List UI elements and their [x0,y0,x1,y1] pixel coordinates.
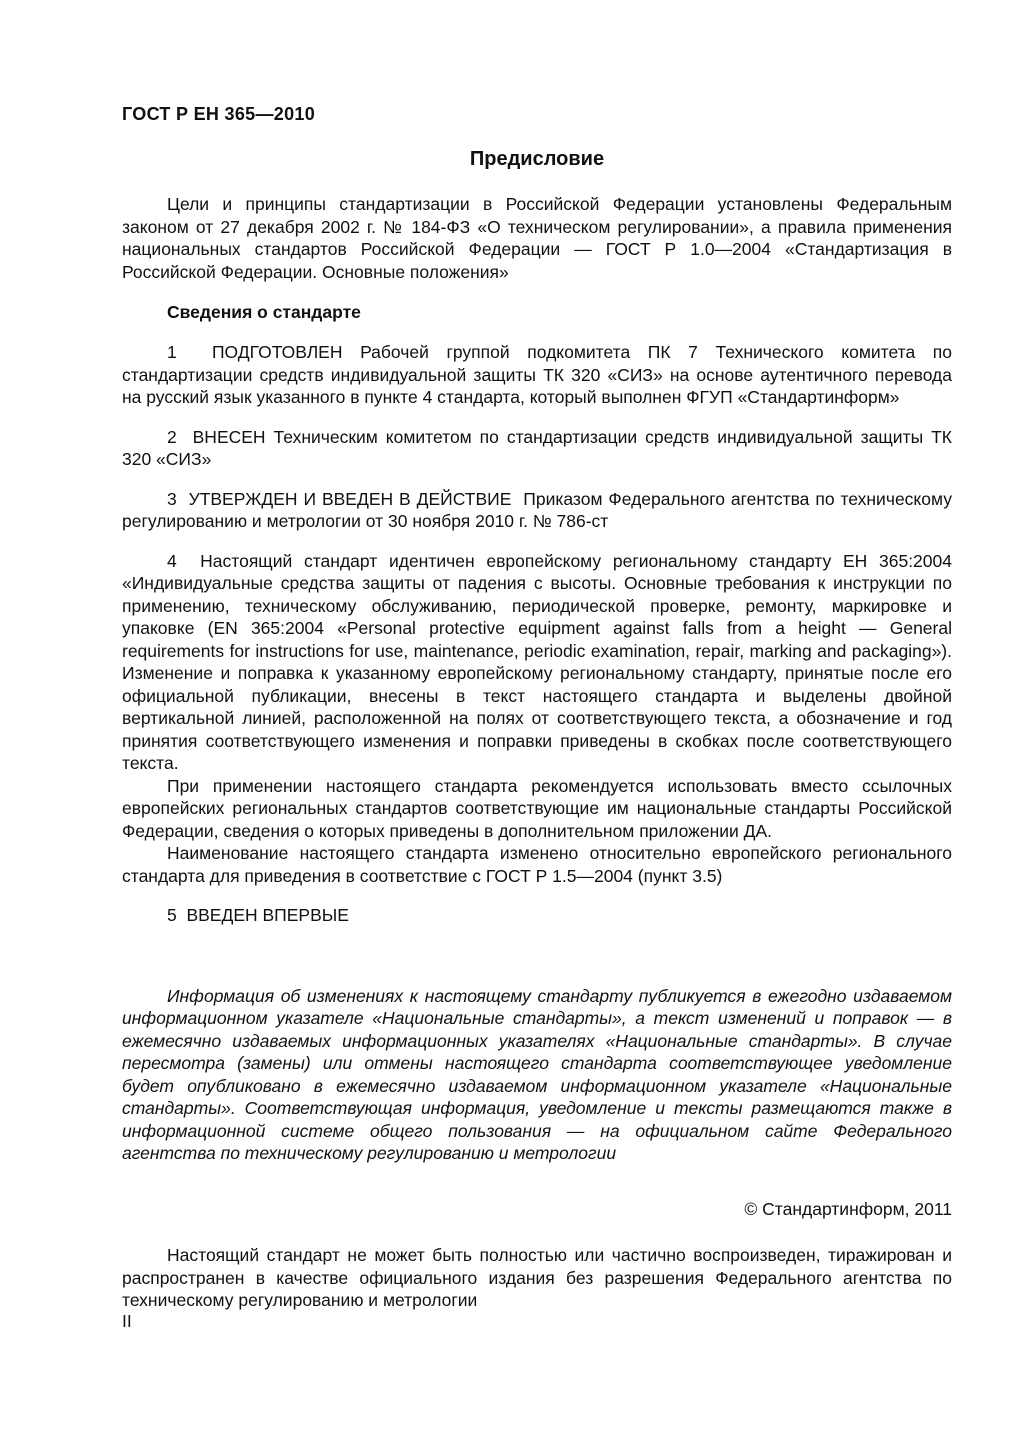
paragraph: При применении настоящего стандарта рекомендуется использовать вместо ссылочных европейских региональных стандартов соответствующие им национальные стандарты Российской Федерации, сведения о которых приведены в дополнительном приложении ДА. [122,775,952,841]
reproduction-restriction: Настоящий стандарт не может быть полностью или частично воспроизведен, тиражирован и распространен в качестве официального издания без разрешения Федерального агентства по техническому регулированию и метрологии [122,1245,952,1310]
standard-info-item-3 [122,488,952,533]
paragraph: 2 ВНЕСЕН Техническим комитетом по стандартизации средств индивидуальной защиты ТК 320 «СИЗ» [122,426,952,469]
copyright-notice: © Стандартинформ, 2011 [744,1199,952,1219]
intro-paragraph: Цели и принципы стандартизации в Российской Федерации установлены Федеральным законом от 27 декабря 2002 г. № 184-ФЗ «О техническом регулировании», а правила применения национальных стандартов Российской Федерации — ГОСТ Р 1.0—2004 «Стандартизация в Российской Федерации. Основные положения» [122,194,952,282]
page-number: II [122,1311,132,1331]
section-heading: Сведения о стандарте [167,302,361,322]
standard-info-item-1 [122,341,952,409]
standard-info-item-4 [122,550,952,888]
paragraph: 4 Настоящий стандарт идентичен европейскому региональному стандарту ЕН 365:2004 «Индивидуальные средства защиты от падения с высоты. Основные требования к инструкции по применению, техническому обслуживанию, периодической проверке, ремонту, маркировке и упаковке (EN 365:2004 «Personal protective equipment against falls from a height — General requirements for instructions for use, maintenance, periodic examination, repair, marking and packaging»). Изменение и поправка к указанному европейскому региональному стандарту, принятые после его официальной публикации, внесены в текст настоящего стандарта и выделены двойной вертикальной линией, расположенной на полях от соответствующего текста, а обозначение и год принятия соответствующего изменения и поправки приведены в скобках после соответствующего текста. [122,550,952,773]
paragraph: 5 ВВЕДЕН ВПЕРВЫЕ [167,905,349,925]
paragraph: 1 ПОДГОТОВЛЕН Рабочей группой подкомитета ПК 7 Технического комитета по стандартизации средств индивидуальной защиты ТК 320 «СИЗ» на основе аутентичного перевода на русский язык указанного в пункте 4 стандарта, который выполнен ФГУП «Стандартинформ» [122,342,952,407]
changes-info-note: Информация об изменениях к настоящему стандарту публикуется в ежегодно издаваемом информационном указателе «Национальные стандарты», а текст изменений и поправок — в ежемесячно издаваемых информационных указателях «Национальные стандарты». В случае пересмотра (замены) или отмены настоящего стандарта соответствующее уведомление будет опубликовано в ежемесячно издаваемом информационном указателе «Национальные стандарты». Соответствующая информация, уведомление и тексты размещаются также в информационной системе общего пользования — на официальном сайте Федерального агентства по техническому регулированию и метрологии [122,985,952,1163]
page-content [122,103,952,1165]
page-title: Предисловие [469,148,605,170]
doc-code: ГОСТ Р ЕН 365—2010 [122,104,316,124]
paragraph: Наименование настоящего стандарта изменено относительно европейского регионального стандарта для приведения в соответствие с ГОСТ Р 1.5—2004 (пункт 3.5) [122,843,952,886]
paragraph: 3 УТВЕРЖДЕН И ВВЕДЕН В ДЕЙСТВИЕ Приказом Федерального агентства по техническому регулированию и метрологии от 30 ноября 2010 г. № 786-ст [122,488,952,531]
standard-info-item-5 [122,904,952,927]
standard-info-item-2 [122,426,952,471]
